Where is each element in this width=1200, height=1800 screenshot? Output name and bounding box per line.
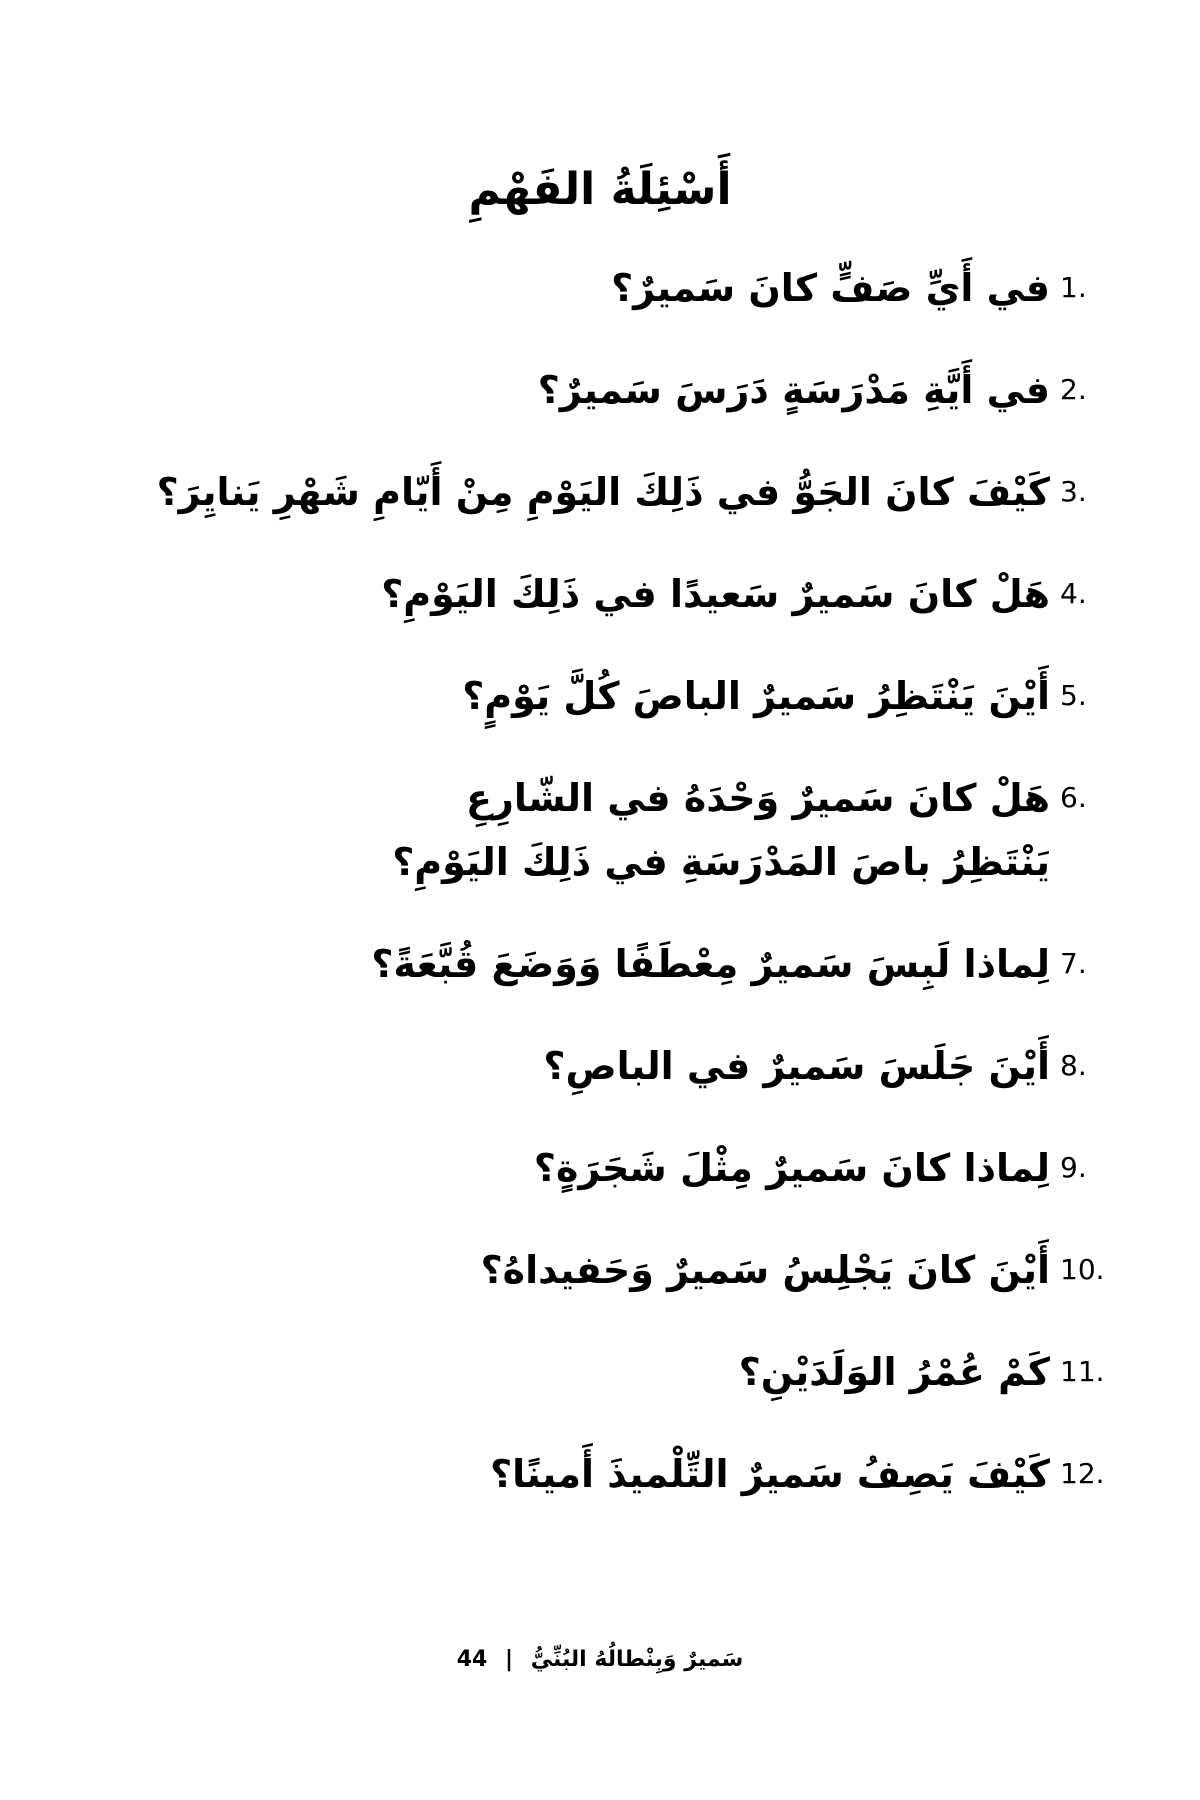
question-text: كَمْ عُمْرُ الوَلَدَيْنِ؟ (738, 1350, 1050, 1394)
question-item (150, 1340, 1105, 1404)
question-item (150, 460, 1087, 524)
question-number: 4. (1060, 577, 1087, 610)
question-text: لِماذا لَبِسَ سَميرٌ مِعْطَفًا وَوَضَعَ قُبَّعَةً؟ (371, 942, 1050, 986)
question-number: 9. (1060, 1151, 1087, 1184)
question-text: كَيْفَ يَصِفُ سَميرٌ التِّلْميذَ أَمينًا؟ (490, 1452, 1050, 1496)
question-number: 12. (1060, 1457, 1105, 1490)
footer-separator: | (504, 1647, 514, 1672)
question-text: أَيْنَ يَنْتَظِرُ سَميرٌ الباصَ كُلَّ يَوْمٍ؟ (462, 674, 1050, 718)
question-item (150, 1442, 1105, 1506)
question-number: 3. (1060, 475, 1087, 508)
footer-book-title: سَميرٌ وَبِنْطالُهُ البُنِّيُّ (530, 1647, 744, 1672)
question-number: 1. (1060, 271, 1087, 304)
question-item (150, 358, 1087, 422)
question-item (150, 1238, 1105, 1302)
question-number: 5. (1060, 679, 1087, 712)
question-item (150, 932, 1087, 996)
page-number: 44 (456, 1647, 488, 1672)
question-number: 7. (1060, 947, 1087, 980)
question-number: 11. (1060, 1355, 1105, 1388)
question-item (150, 1034, 1087, 1098)
question-item (150, 562, 1087, 626)
questions-list (150, 256, 1105, 1544)
question-text: كَيْفَ كانَ الجَوُّ في ذَلِكَ اليَوْمِ مِنْ أَيّامِ شَهْرِ يَنايِرَ؟ (156, 470, 1050, 514)
question-item (150, 664, 1087, 728)
question-text: هَلْ كانَ سَميرٌ وَحْدَهُ في الشّارِعِ يَنْتَظِرُ باصَ المَدْرَسَةِ في ذَلِكَ اليَوْمِ؟ (392, 776, 1050, 884)
question-number: 10. (1060, 1253, 1105, 1286)
question-number: 8. (1060, 1049, 1087, 1082)
question-text: هَلْ كانَ سَميرٌ سَعيدًا في ذَلِكَ اليَوْمِ؟ (381, 572, 1050, 616)
question-item (150, 1136, 1087, 1200)
question-item (150, 256, 1087, 320)
question-number: 6. (1060, 781, 1087, 814)
question-text: أَيْنَ كانَ يَجْلِسُ سَميرٌ وَحَفيداهُ؟ (480, 1248, 1050, 1292)
page-footer (0, 1640, 1200, 1680)
question-text: في أَيِّ صَفٍّ كانَ سَميرٌ؟ (611, 266, 1050, 310)
page-title: أَسْئِلَةُ الفَهْمِ (468, 164, 732, 215)
question-number: 2. (1060, 373, 1087, 406)
question-item (150, 766, 1087, 894)
question-text: في أَيَّةِ مَدْرَسَةٍ دَرَسَ سَميرٌ؟ (537, 368, 1050, 412)
question-text: لِماذا كانَ سَميرٌ مِثْلَ شَجَرَةٍ؟ (533, 1146, 1050, 1190)
question-text: أَيْنَ جَلَسَ سَميرٌ في الباصِ؟ (543, 1044, 1050, 1088)
